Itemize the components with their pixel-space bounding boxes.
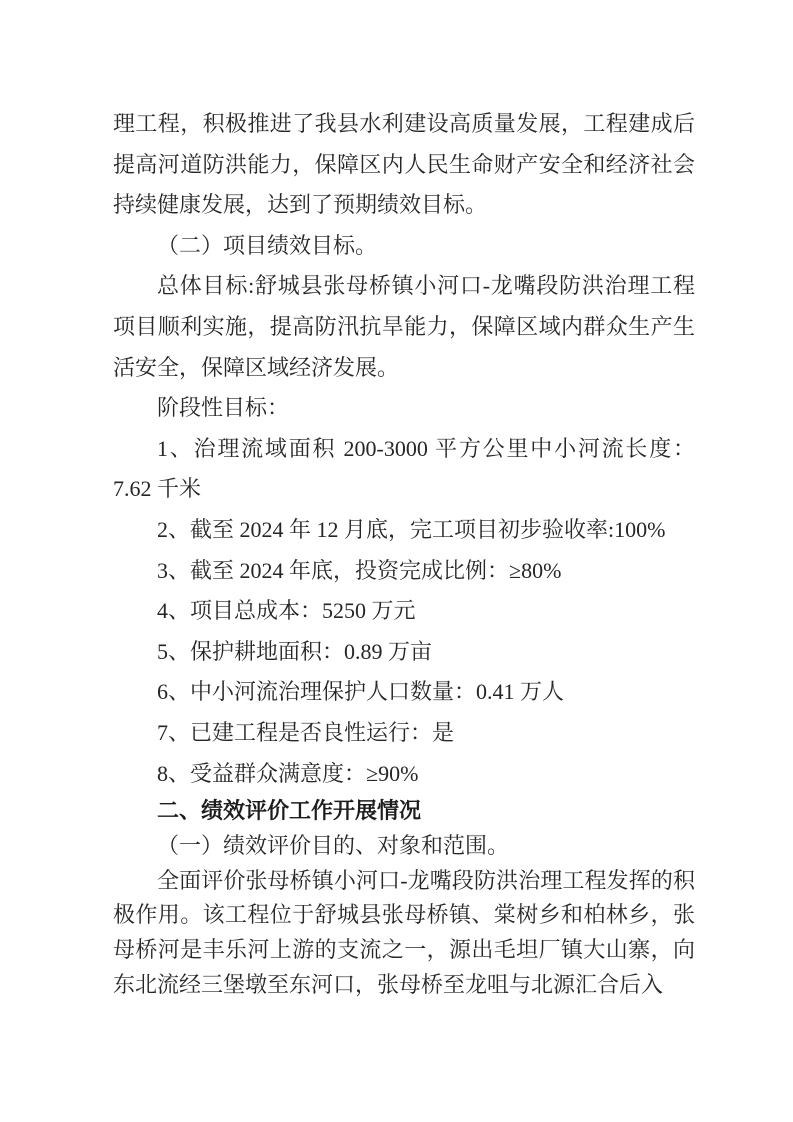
body-paragraph: 7、已建工程是否良性运行：是: [157, 719, 455, 745]
body-paragraph: （二）项目绩效目标。: [157, 232, 378, 258]
body-paragraph: 4、项目总成本：5250 万元: [157, 598, 416, 624]
report-body-section: [113, 104, 695, 794]
body-paragraph: 全面评价张母桥镇小河口-龙嘴段防洪治理工程发挥的积极作用。该工程位于舒城县张母桥镇、棠树乡和柏林乡，张母桥河是丰乐河上游的支流之一，源出毛坦厂镇大山寨，向东北流经三堡墩至东河口，张母桥至龙咀与北源汇合后入: [113, 867, 695, 997]
body-paragraph: （一）绩效评价目的、对象和范围。: [157, 832, 510, 858]
body-paragraph: 8、受益群众满意度：≥90%: [157, 760, 419, 786]
body-paragraph: 理工程，积极推进了我县水利建设高质量发展，工程建成后提高河道防洪能力，保障区内人民生命财产安全和经济社会持续健康发展，达到了预期绩效目标。: [113, 111, 695, 218]
body-paragraph: 5、保护耕地面积：0.89 万亩: [157, 638, 433, 664]
section-heading: 二、绩效评价工作开展情况: [157, 798, 422, 824]
body-paragraph: 6、中小河流治理保护人口数量：0.41 万人: [157, 679, 565, 705]
body-paragraph: 3、截至 2024 年底，投资完成比例：≥80%: [157, 557, 562, 583]
section-two: [113, 794, 695, 1002]
section-two-body: [113, 829, 695, 1003]
body-paragraph: 1、治理流域面积 200-3000 平方公里中小河流长度：7.62 千米: [113, 435, 695, 502]
body-paragraph: 2、截至 2024 年 12 月底，完工项目初步验收率:100%: [157, 516, 666, 542]
body-paragraph: 总体目标:舒城县张母桥镇小河口-龙嘴段防洪治理工程项目顺利实施，提高防汛抗旱能力，保障区域内群众生产生活安全，保障区域经济发展。: [113, 273, 695, 380]
body-paragraph: 阶段性目标：: [157, 395, 290, 421]
